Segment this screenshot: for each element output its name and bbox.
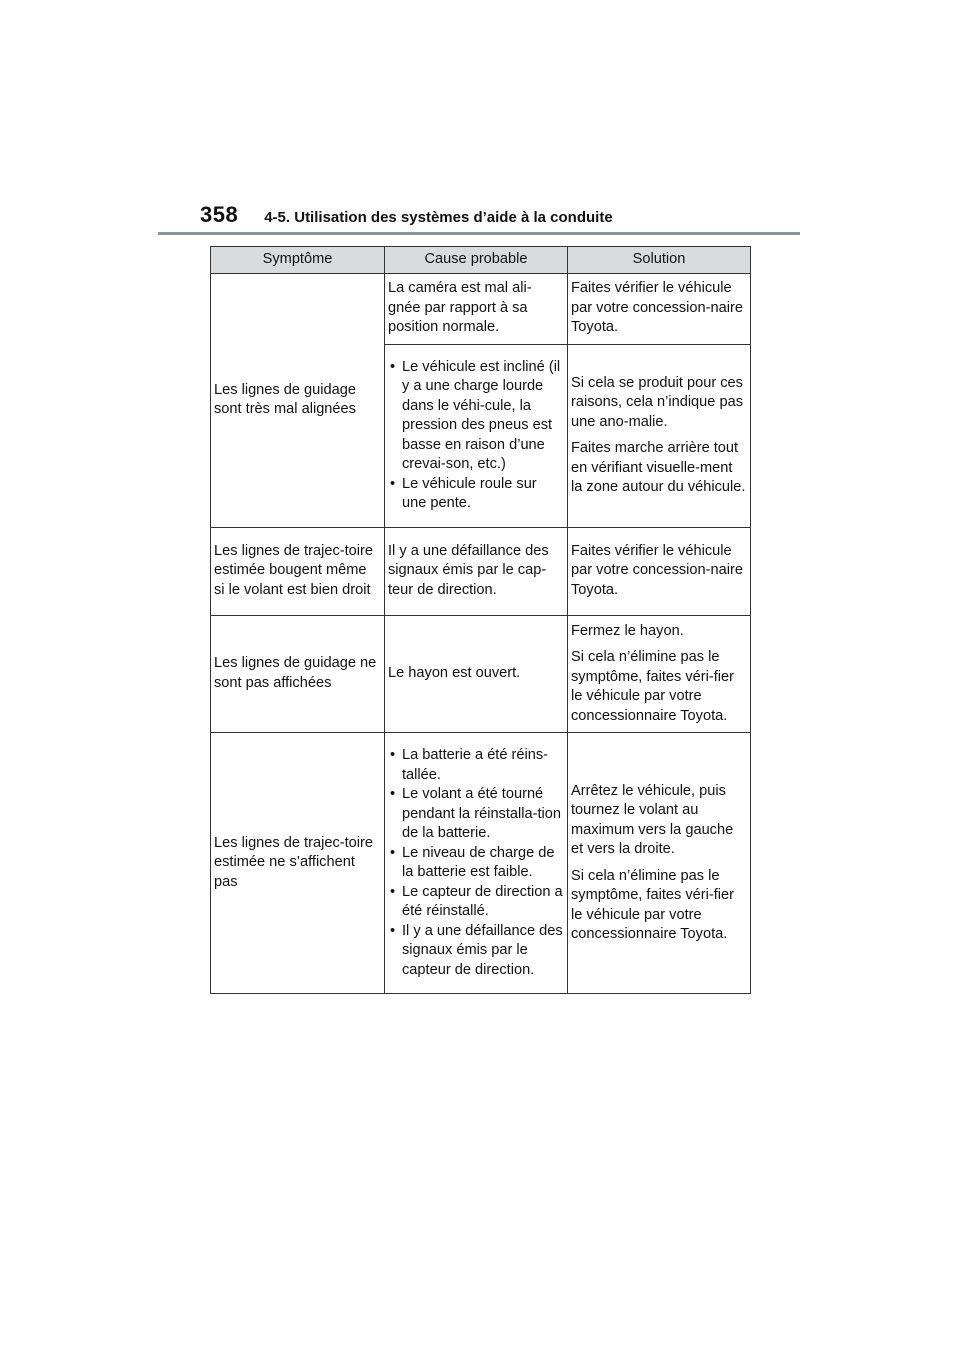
column-header-solution: Solution [568, 247, 751, 274]
solution-text: Si cela se produit pour ces raisons, cela n’indique pas une ano-malie. [571, 374, 743, 430]
symptom-cell: Les lignes de guidage sont très mal alignées [211, 274, 385, 528]
solution-text: Si cela n’élimine pas le symptôme, faites véri-fier le véhicule par votre concessionnaire Toyota. [571, 867, 735, 942]
column-header-cause: Cause probable [385, 247, 568, 274]
list-item: • Il y a une défaillance des signaux émis par le capteur de direction. [388, 922, 564, 981]
solution-cell [568, 615, 751, 733]
symptom-cell: Les lignes de trajec-toire estimée bougent même si le volant est bien droit [211, 527, 385, 615]
symptom-cell: Les lignes de trajec-toire estimée ne s’affichent pas [211, 733, 385, 994]
column-header-symptom: Symptôme [211, 247, 385, 274]
solution-text: Fermez le hayon. [571, 622, 684, 639]
cause-cell [385, 733, 568, 994]
cause-list [388, 746, 564, 980]
page-number: 358 [200, 202, 239, 227]
table-row [211, 615, 751, 733]
section-title: 4-5. Utilisation des systèmes d’aide à la conduite [264, 209, 613, 226]
header-divider [158, 232, 800, 235]
list-item: • La batterie a été réins-tallée. [388, 746, 564, 785]
solution-text: Si cela n’élimine pas le symptôme, faites véri-fier le véhicule par votre concessionnaire Toyota. [571, 649, 735, 724]
cause-cell [385, 527, 568, 615]
symptom-cell: Les lignes de guidage ne sont pas affichées [211, 615, 385, 733]
solution-cell [568, 527, 751, 615]
solution-text: Faites vérifier le véhicule par votre concession-naire Toyota. [571, 280, 743, 335]
cause-cell [385, 344, 568, 527]
list-item: • Le véhicule est incliné (il y a une charge lourde dans le véhi-cule, la pression des pneus est basse en raison d’une crevai-son, etc.) [388, 358, 564, 475]
list-item: • Le niveau de charge de la batterie est faible. [388, 844, 564, 883]
cause-text: Il y a une défaillance des signaux émis par le cap-teur de direction. [388, 542, 549, 598]
solution-cell [568, 733, 751, 994]
cause-cell [385, 274, 568, 345]
list-item: • Le capteur de direction a été réinstallé. [388, 883, 564, 922]
troubleshooting-table [210, 246, 751, 994]
list-item: • Le volant a été tourné pendant la réinstalla-tion de la batterie. [388, 785, 564, 844]
cause-list [388, 358, 564, 514]
table-row [211, 274, 751, 345]
table-row [211, 733, 751, 994]
cause-cell [385, 615, 568, 733]
solution-cell [568, 274, 751, 345]
list-item: • Le véhicule roule sur une pente. [388, 475, 564, 514]
table-row [211, 527, 751, 615]
solution-cell [568, 344, 751, 527]
solution-text: Arrêtez le véhicule, puis tournez le volant au maximum vers la gauche et vers la droite. [571, 782, 734, 857]
cause-text: La caméra est mal ali-gnée par rapport à sa position normale. [388, 280, 532, 335]
page-header [200, 202, 613, 232]
cause-text: Le hayon est ouvert. [388, 665, 521, 681]
solution-text: Faites marche arrière tout en vérifiant visuelle-ment la zone autour du véhicule. [571, 440, 746, 495]
table-header-row [211, 247, 751, 274]
solution-text: Faites vérifier le véhicule par votre concession-naire Toyota. [571, 542, 743, 598]
